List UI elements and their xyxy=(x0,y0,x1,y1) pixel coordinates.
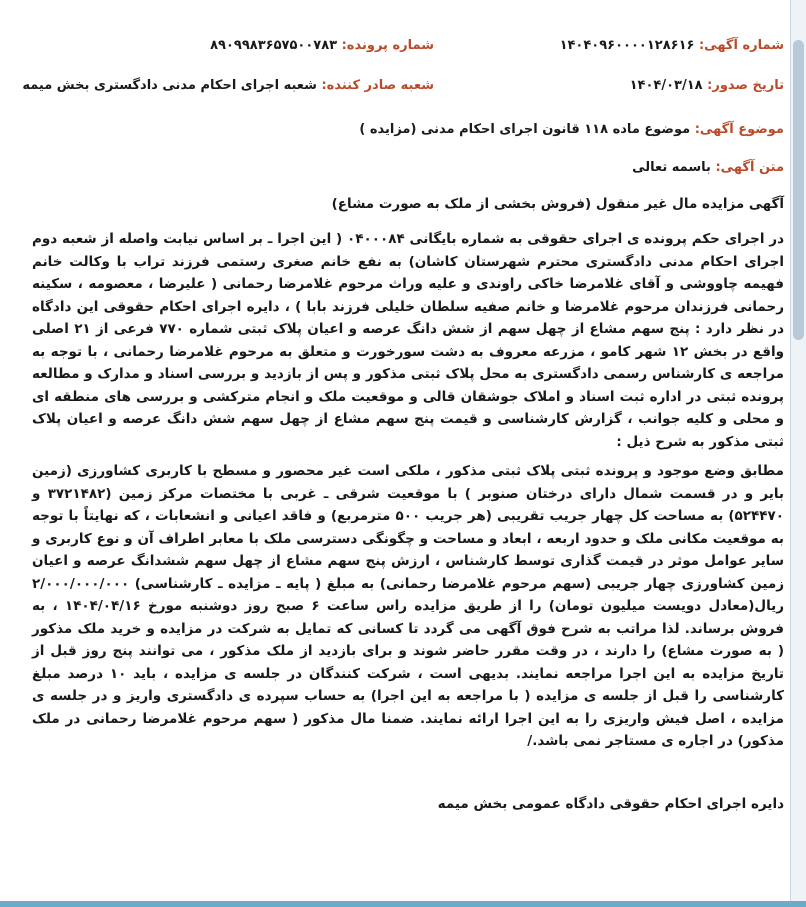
case-number xyxy=(210,38,434,53)
case-number-label: شماره پرونده: xyxy=(341,38,434,53)
vertical-scrollbar[interactable] xyxy=(790,0,806,901)
ad-signature: دایره اجرای احکام حقوقی دادگاه عمومی بخش میمه xyxy=(437,796,784,812)
ad-paragraph-1: در اجرای حکم پرونده ی اجرای حقوقی به شماره بایگانی ۰۴۰۰۰۸۴ ( این اجرا ـ بر اساس نیابت واصله از شعبه دوم اجرای احکام مدنی دادگستری محترم شهرستان کاشان) به نفع خانم صغری رستمی فرزند تراب با وکالت خانم فهیمه چاووشی و آقای غلامرضا خاکی راوندی و علیه وراث مرحوم غلامرضا رحمانی ( علیرضا ، معصومه ، سکینه رحمانی فرزندان مرحوم غلامرضا و خانم صفیه سلطان خلیلی فرزند بابا ) ، دایره اجرای احکام حقوقی این دادگاه در نظر دارد : پنج سهم مشاع از چهل سهم از شش دانگ عرصه و اعیان پلاک ثبتی شماره ۷۷۰ فرعی از ۲۱ اصلی واقع در بخش ۱۲ شهر کامو ، مزرعه معروف به دشت سورخورت و متعلق به مرحوم غلامرضا رحمانی ، با توجه به مراجعه ی کارشناس رسمی دادگستری به محل پلاک ثبتی مذکور و پس از بازدید و بررسی اسناد و مدارک و مطالعه پرونده ثبتی در اداره ثبت اسناد و املاک جوشقان قالی و موقعیت ملک و انجام مترکشی و بررسی های منطقه ای و محلی و کلیه جوانب ، گزارش کارشناسی و قیمت پنج سهم مشاع از چهل سهم شش دانگ عرصه و اعیان پلاک ثبتی مذکور به شرح ذیل : xyxy=(32,231,785,450)
issue-date-label: تاریخ صدور: xyxy=(707,78,784,93)
body-label: متن آگهی: xyxy=(715,160,784,175)
subject-label: موضوع آگهی: xyxy=(694,122,784,137)
subject-value: موضوع ماده ۱۱۸ قانون اجرای احکام مدنی (مزایده ) xyxy=(359,122,691,137)
issue-date xyxy=(630,78,784,93)
issuer-value: شعبه اجرای احکام مدنی دادگستری بخش میمه xyxy=(22,78,317,93)
issuer xyxy=(22,78,434,93)
issue-date-value: ۱۴۰۴/۰۳/۱۸ xyxy=(629,78,703,93)
scrollbar-thumb[interactable] xyxy=(793,40,804,340)
issuer-label: شعبه صادر کننده: xyxy=(321,78,434,93)
ad-header xyxy=(14,30,784,100)
ad-number-label: شماره آگهی: xyxy=(698,38,784,53)
ad-headline: آگهی مزایده مال غیر منقول (فروش بخشی از ملک به صورت مشاع) xyxy=(331,196,784,212)
ad-number-value: ۱۴۰۴۰۹۶۰۰۰۰۱۲۸۶۱۶ xyxy=(559,38,695,53)
header-row-1 xyxy=(14,38,784,62)
body-opening: باسمه تعالی xyxy=(632,160,711,175)
case-number-value: ۸۹۰۹۹۸۳۶۵۷۵۰۰۷۸۳ xyxy=(210,38,338,53)
ad-number xyxy=(560,38,784,53)
ad-body-label xyxy=(24,160,784,175)
ad-paragraph-2: مطابق وضع موجود و پرونده ثبتی پلاک ثبتی مذکور ، ملکی است غیر محصور و مسطح با کاربری کشاورزی (زمین بایر و در قسمت شمال دارای درختان صنوبر ) با موقعیت شرقی ـ غربی با مختصات مرکز زمین (۳۷۲۱۴۸۲ و ۵۲۴۴۷۰) به مساحت کل چهار جریب تقریبی (هر جریب ۵۰۰ مترمربع) و فاقد اعیانی و انشعابات ، که نهایتاً با توجه به موقعیت مکانی ملک و حدود اربعه ، ابعاد و مساحت و چگونگی دسترسی ملک با معابر اطراف آن و نوع کاربری و سایر عوامل موثر در قیمت گذاری توسط کارشناس ، ارزش پنج سهم مشاع از چهل سهم ششدانگ عرصه و اعیان زمین کشاورزی چهار جریبی (سهم مرحوم غلامرضا رحمانی) به مبلغ ( پایه ـ مزایده ـ کارشناسی) ۲/۰۰۰/۰۰۰/۰۰۰ ریال(معادل دویست میلیون تومان) را از طریق مزایده راس ساعت ۶ صبح روز دوشنبه مورخ ۱۴۰۴/۰۴/۱۶ ، به فروش برساند. لذا مراتب به شرح فوق آگهی می گردد تا کسانی که تمایل به شرکت در مزایده و خرید ملک مذکور ( به صورت مشاع) را دارند ، در وقت مقرر حاضر شوند و برای بازدید از ملک مذکور ، می توانند پنج روز قبل از تاریخ مزایده به این اجرا مراجعه نمایند. بدیهی است ، شرکت کنندگان در جلسه ی مزایده ، باید ۱۰ درصد مبلغ کارشناسی را قبل از جلسه ی مزایده ( با مراجعه به این اجرا) به حساب سپرده ی دادگستری واریز و در جلسه ی مزایده ، اصل فیش واریزی را به این اجرا ارائه نمایند. ضمنا مال مذکور ( سهم مرحوم غلامرضا رحمانی در ملک مذکور) در اجاره ی مستاجر نمی باشد./ xyxy=(32,463,784,749)
header-row-2 xyxy=(14,78,784,102)
ad-subject xyxy=(24,122,784,137)
